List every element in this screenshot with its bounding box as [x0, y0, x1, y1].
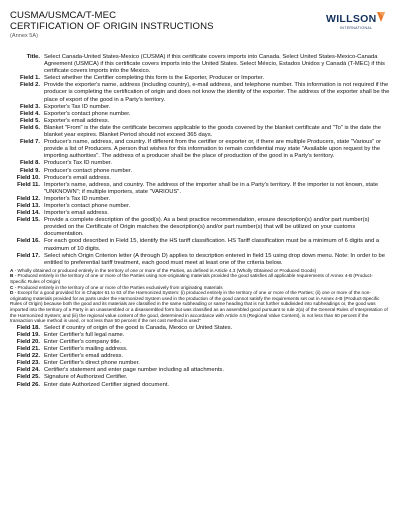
field-instruction-row: [10, 104, 390, 111]
field-instruction-row: [10, 203, 390, 210]
field-label: Field 4.: [20, 110, 40, 117]
field-instruction-row: [10, 374, 390, 381]
criterion-letter: A: [10, 267, 14, 273]
field-label: Title.: [26, 54, 40, 60]
field-description: Importer's Tax ID number.: [44, 195, 111, 202]
criterion-text: - Wholly obtained or produced entirely in the territory of one or more of the Parties, as defined in Article 4.3 (Wholly Obtained or Produced Goods): [13, 267, 317, 273]
field-description: Blanket "From" is the date the certificate becomes applicable to the goods covered by the blanket certificate and "To" is the date the blanket year expires. Blanket Period should not exceed 365 days.: [44, 124, 381, 139]
field-description: Enter Certifier's full legal name.: [44, 331, 125, 338]
logo-wordmark: WILLSON: [326, 13, 377, 25]
field-instruction-row: [10, 346, 390, 353]
field-label: Field 26.: [16, 381, 40, 388]
origin-criterion: [10, 290, 390, 324]
field-label: Field 14.: [16, 210, 40, 217]
field-description: Exporter's Tax ID number.: [44, 103, 111, 110]
field-instruction-row: [10, 82, 390, 103]
field-instruction-row: [10, 353, 390, 360]
field-label: Field 10.: [16, 174, 40, 181]
field-description: Enter Certifier's company title.: [44, 338, 122, 345]
field-description: Signature of Authorized Certifier.: [44, 374, 128, 381]
field-label: Field 5.: [20, 117, 40, 124]
field-label: Field 17.: [16, 252, 40, 259]
field-description: Enter Certifier's email address.: [44, 353, 124, 360]
criterion-letter: B: [10, 273, 14, 279]
logo-mark-icon: [376, 11, 386, 23]
field-description: Exporter's email address.: [44, 117, 110, 124]
origin-criteria-list: [10, 268, 390, 324]
field-instruction-row: [10, 160, 390, 167]
criterion-text: - Produced entirely in the territory of one or more of the Parties using non-originating materials provided the good satisfies all applicable requirements of Annex 4-B (Product-Specific Rules of Origin): [10, 273, 373, 284]
document-title-line1: CUSMA/USMCA/T-MEC: [10, 10, 117, 21]
field-label: Field 8.: [20, 160, 40, 167]
field-description: Select which Origin Criterion letter (A through D) applies to description entered in field 15 using drop down menu. Note: In order to be entitled to preferential tariff treatment, each good must meet at least one of the criteria below.: [44, 252, 385, 266]
field-instruction-row: [10, 54, 390, 75]
field-description: Enter Certifier's mailing address.: [44, 346, 128, 353]
field-instruction-row: [10, 175, 390, 182]
field-instruction-row: [10, 196, 390, 203]
field-description: For each good described in Field 15, identify the HS tariff classification. HS Tariff classification must be a minimum of 6 digits and a maximum of 10 digits.: [44, 238, 380, 252]
field-instruction-row: [10, 125, 390, 139]
field-instruction-row: [10, 382, 390, 389]
field-instruction-row: [10, 111, 390, 118]
field-description: Provide a complete description of the good(s). As a best practice recommendation, ensure description(s) and/or part number(s) provided on the Certificate of Origin matches the description(s) and/or part number(s) that will be utilized on your customs documentation.: [44, 217, 370, 238]
field-description: Select Canada-United States-Mexico (CUSMA) if this certificate covers imports into Canada. Select United States-Mexico-Canada Agreement (USMCA) if this certificate covers imports into the United States. Select Méxcio, Estados Unidos y Canadá (T-MEC) if this certificate covers imports into the Mexico.: [44, 54, 385, 75]
field-label: Field 12.: [16, 195, 40, 202]
field-description: Select whether the Certifier completing this form is the Exporter, Producer or Importer.: [44, 75, 265, 82]
certifier-field-instructions-list: [10, 325, 390, 389]
field-instruction-row: [10, 360, 390, 367]
field-description: Enter date Authorized Certifier signed document.: [44, 381, 170, 388]
field-instruction-row: [10, 75, 390, 82]
field-label: Field 16.: [16, 238, 40, 245]
field-label: Field 21.: [16, 346, 40, 353]
field-label: Field 1.: [20, 75, 40, 82]
field-description: Producer's contact phone number.: [44, 167, 133, 174]
field-label: Field 20.: [16, 338, 40, 345]
field-instruction-row: [10, 118, 390, 125]
logo-subtext: INTERNATIONAL: [340, 26, 373, 30]
field-description: Producer's email address.: [44, 174, 111, 181]
field-instruction-row: [10, 182, 390, 196]
field-label: Field 15.: [16, 217, 40, 224]
field-instruction-row: [10, 253, 390, 267]
field-instruction-row: [10, 210, 390, 217]
field-description: Producer's Tax ID number.: [44, 160, 113, 167]
field-description: Importer's name, address, and country. The address of the importer shall be in a Party's territory. If the importer is not known, state "UNKNOWN"; if multiple importers, state "VARIOUS".: [44, 181, 379, 195]
field-label: Field 19.: [16, 331, 40, 338]
field-label: Field 13.: [16, 202, 40, 209]
field-instructions-list: [10, 54, 390, 267]
field-instruction-row: [10, 217, 390, 238]
field-label: Field 24.: [16, 367, 40, 374]
field-description: Certifier's statement and enter page number including all attachments.: [44, 367, 224, 374]
field-instruction-row: [10, 139, 390, 160]
field-label: Field 9.: [20, 167, 40, 174]
criterion-text: - Except for a good provided for in Chapter 61 to 63 of the Harmonized System: (i) produced entirely in the territory of one or more of the Parties; (ii) one or more of the non-originating materials provided for as parts under the Harmonized System used in the production of the good cannot satisfy the requirements set out in Annex 4-B (Product-Specific Rules of Origin) because both the good and its materials are classified in the same subheading or same heading that is not further subdivided into subheadings or, the good was imported into the territory of a Party in an unassembled or a disassembled form but was classified as an assembled good pursuant to rule 2(a) of the General Rules of Interpretation of the Harmonized System; and (iii) the regional value content of the good, determined in accordance with Article 4.5 (Regional Value Content), is not less than 60 percent if the transaction value method is used, or not less than 50 percent if the net cost method is used": [10, 290, 388, 324]
field-label: Field 25.: [16, 374, 40, 381]
criterion-text: - Produced entirely in the territory of one or more of the Parties exclusively from originating materials: [13, 284, 223, 290]
field-label: Field 23.: [16, 360, 40, 367]
field-instruction-row: [10, 367, 390, 374]
origin-criterion: [10, 273, 390, 284]
field-label: Field 11.: [17, 181, 40, 188]
willson-logo: [326, 10, 386, 36]
criterion-letter: D: [10, 290, 14, 296]
document-title-line2: CERTIFICATION OF ORIGIN INSTRUCTIONS: [10, 21, 214, 32]
field-description: Importer's email address.: [44, 210, 109, 217]
field-description: Exporter's contact phone number.: [44, 110, 131, 117]
field-description: Enter Certifier's direct phone number.: [44, 360, 140, 367]
field-instruction-row: [10, 325, 390, 332]
field-description: Producer's name, address, and country. If different from the certifier or exporter or, if there are multiple Producers, state "Various" or provide a list of Producers. A person that wishes for this information to remain confidential may state "Available upon request by the importing authorities". The address of a producer shall be the place of production of the good in a Party's territory.: [44, 139, 382, 160]
field-description: Select if country of origin of the good is Canada, Mexico or United States.: [44, 324, 233, 331]
field-description: Importer's contact phone number.: [44, 202, 131, 209]
field-instruction-row: [10, 238, 390, 252]
field-label: Field 18.: [16, 324, 40, 331]
field-label: Field 7.: [20, 139, 40, 146]
field-instruction-row: [10, 339, 390, 346]
field-label: Field 22.: [16, 353, 40, 360]
field-instruction-row: [10, 168, 390, 175]
document-header: [10, 10, 390, 54]
field-description: Provide the exporter's name, address (including country), e-mail address, and telephone number. This information is not required if the producer is completing the certification of origin and does not know the identity of the exporter. The address of the exporter shall be the place of export of the good in a Party's territory.: [44, 82, 390, 103]
field-label: Field 3.: [20, 103, 40, 110]
field-instruction-row: [10, 332, 390, 339]
criterion-letter: C: [10, 284, 14, 290]
document-subtitle: (Annex 5A): [10, 33, 38, 39]
field-label: Field 6.: [20, 124, 40, 131]
field-label: Field 2.: [20, 82, 40, 89]
